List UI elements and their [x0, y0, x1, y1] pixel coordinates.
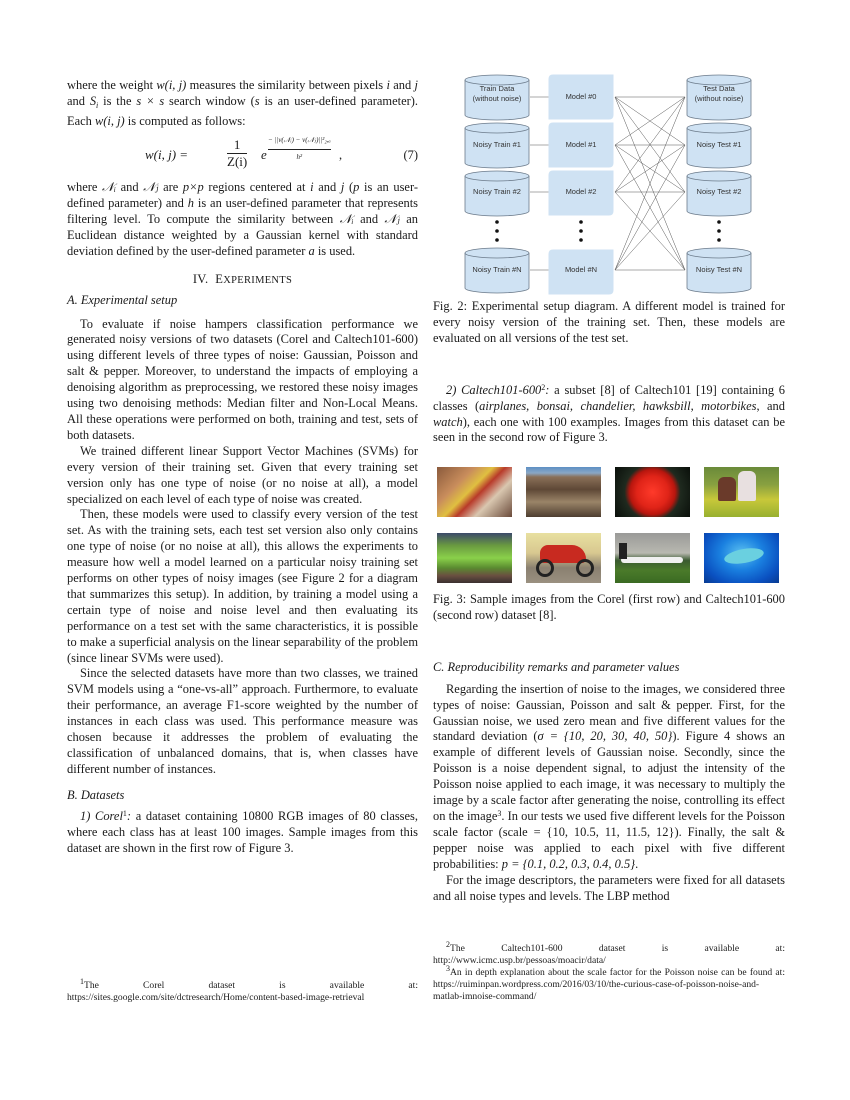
figure-2-caption: Fig. 2: Experimental setup diagram. A different model is trained for every noisy version of the training set. Then, these models are evaluated on all versions of the test set.	[433, 299, 785, 345]
equation-explanation: where 𝒩ᵢ and 𝒩ⱼ are p×p regions centered at i and j (p is an user-defined parameter) and h is an user-defined parameter that represents filtering level. To compute the similarity between 𝒩ᵢ and 𝒩ⱼ an Euclidean distance weighted by a Gaussian kernel with standard deviation defined by the user-defined parameter a is used.	[67, 180, 419, 258]
footnote-2: $^2$The Caltech101-600 dataset is available at: http://www.icmc.usp.br/pessoas/moacir/data/	[433, 940, 785, 966]
equation-lhs: w(i, j) =	[145, 147, 189, 163]
train-node-2: Noisy Train #2	[473, 187, 521, 196]
paragraph: To evaluate if noise hampers classification performance we generated noisy versions of two datasets (Corel and Caltech101-600) using different levels of three types of noise: Gaussian, Poisson and salt & pepper. Moreover, to understand the impacts of employing a denoising algorithm as preprocessing, we restored these noisy images using two denoising methods: Median filter and Non-Local Means. All these operations were performed on both, training and test, sets of both datasets.	[67, 316, 418, 442]
corel-paragraph: 1) Corel$^1$: a dataset containing 10800 RGB images of 80 classes, where each class has at least 100 images. Sample images from this dataset are shown in the first row of Figure 3.	[67, 808, 418, 855]
subsection-experimental-setup: A. Experimental setup	[67, 292, 178, 307]
test-node-2: Noisy Test #2	[696, 187, 742, 196]
test-node-1: Noisy Test #1	[696, 140, 742, 149]
section-heading-experiments: IV. EXPERIMENTS	[192, 271, 293, 286]
train-node-n: Noisy Train #N	[472, 265, 522, 274]
train-node-0: Train Data (without noise)	[472, 84, 522, 103]
equation-exponent: − ||v(𝒩ᵢ) − v(𝒩ⱼ)||²₂,ₐ h²	[268, 133, 331, 166]
figure-3-caption: Fig. 3: Sample images from the Corel (first row) and Caltech101-600 (second row) dataset [8].	[433, 592, 785, 622]
caltech-paragraph: 2) $Caltech101-600^2$: a subset [8] of Caltech101 [19] containing 6 classes (airplanes, bonsai, chandelier, hawksbill, motorbikes, and watch), each one with 100 examples. Images from this dataset can be seen in the second row of Figure 3.	[433, 382, 786, 445]
equation-7: w(i, j) = $\frac{1}{Z(i)}$ e − ||v(𝒩ᵢ) − v(𝒩ⱼ)||²₂,ₐ h² , (7)	[67, 130, 418, 180]
model-node-n: Model #N	[564, 265, 598, 274]
train-node-1: Noisy Train #1	[473, 140, 521, 149]
footnote-3: $^3$An in depth explanation about the scale factor for the Poisson noise can be found at: https://ruiminpan.wordpress.com/2016/03/10/the-curious-case-of-poisson-noise-and-matlab-imnoise-command/	[433, 964, 785, 1002]
subsection-datasets: B. Datasets	[67, 787, 125, 802]
image-colosseum	[526, 467, 601, 517]
left-column	[67, 78, 418, 856]
model-node-1: Model #1	[565, 140, 597, 149]
image-red-rose	[615, 467, 690, 517]
image-motorbike	[526, 533, 601, 583]
right-column-top	[433, 299, 785, 446]
figure-3-images	[437, 467, 782, 583]
equation-number: (7)	[403, 148, 418, 163]
intro-paragraph: where the weight w(i, j) measures the similarity between pixels i and j and $S_i$ is the s × s search window (s is an user-defined parameter). Each w(i, j) is computed as follows:	[67, 78, 418, 129]
paragraph: Since the selected datasets have more than two classes, we trained SVM models using a “one-vs-all” approach. Furthermore, to evaluate their performance, an average F1-score weighted by the number of instances in each class was used. This performance measure was chosen because it addresses the problem of evaluating the classification of unbalanced domains, that is, when classes have different number of instances.	[67, 666, 418, 776]
footnote-1: $^1$The Corel dataset is available at: https://sites.google.com/site/dctresearch/Home/content-based-image-retrieval	[67, 977, 418, 1003]
image-sea-turtle	[704, 533, 779, 583]
paragraph: Then, these models were used to classify every version of the test set. As with the training sets, each test set version also only contains one type of noise (or no noise at all), this allows the experiments to measure how well a model learned on a particular noisy training set performs on other types of noisy images (see Figure 2 for a diagram that summarizes this setup). In addition, by training a model using a certain type of noise and noise level and then evaluating its performance on a test set with the same characteristics, it is possible to make a superficial analysis on the linear separability of the problem (since linear SVMs were used).	[67, 507, 418, 665]
test-node-0: Test Data (without noise)	[694, 84, 744, 103]
equation-exp-base: e	[261, 147, 267, 163]
image-airplane	[615, 533, 690, 583]
image-bonsai	[437, 533, 512, 583]
descriptors-paragraph: For the image descriptors, the parameters were fixed for all datasets and all noise types and levels. The LBP method	[433, 872, 785, 903]
paragraph: We trained different linear Support Vector Machines (SVMs) for every version of their training set. Given that every training set version only has one type of noise (or no noise at all), a model specialized on each level of each type of noise was created.	[67, 443, 418, 506]
image-horses	[704, 467, 779, 517]
right-column-bottom	[433, 592, 785, 904]
model-node-2: Model #2	[565, 187, 597, 196]
test-node-n: Noisy Test #N	[695, 265, 743, 274]
reproducibility-paragraph: Regarding the insertion of noise to the images, we considered three types of noise: Gaussian, Poisson and salt & pepper. First, for the Gaussian noise, we used zero mean and five different values for the standard deviation (σ = {10, 20, 30, 40, 50}). Figure 4 shows an example of different levels of Gaussian noise. Secondly, since the Poisson is a noise dependent signal, to adjust the intensity of the Poisson noise applied to each image, it was necessary to multiply the image by a scale factor after generating the noise, controlling its effect on the image$^3$. In our tests we used five different levels for the Poisson scale factor (scale = {10, 10.5, 11, 11.5, 12}). Finally, the salt & pepper noise was applied to each pixel with five different probabilities: p = {0.1, 0.2, 0.3, 0.4, 0.5}.	[433, 681, 786, 871]
subsection-reproducibility: C. Reproducibility remarks and parameter values	[433, 659, 680, 674]
right-footnotes	[433, 940, 785, 1003]
figure-2-diagram	[455, 70, 795, 295]
image-tribal-person	[437, 467, 512, 517]
equation-fraction: $\frac{1}{Z(i)}$	[227, 137, 248, 170]
model-node-0: Model #0	[565, 92, 597, 101]
